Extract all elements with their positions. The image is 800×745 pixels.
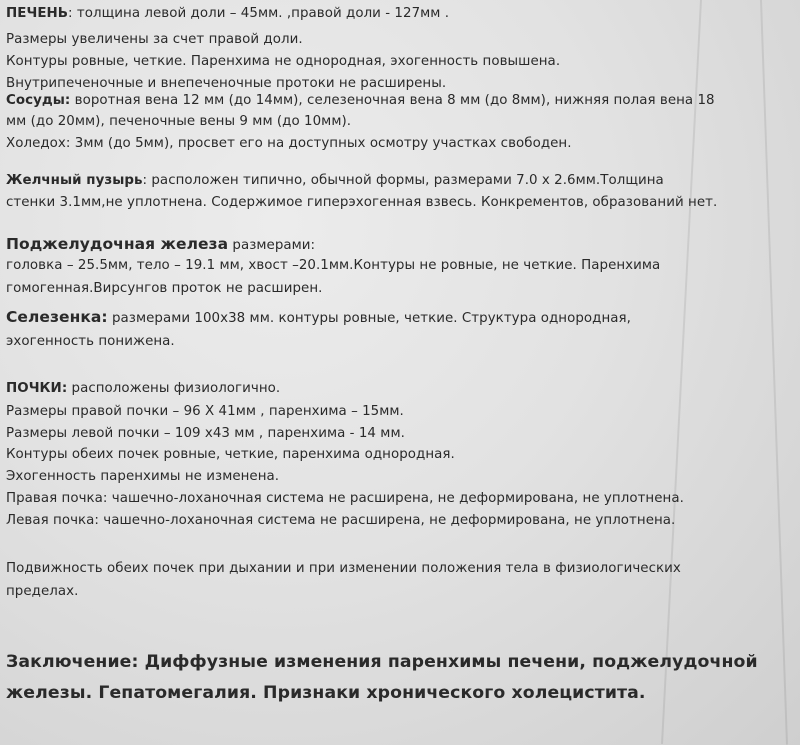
pancreas-line-2: головка – 25.5мм, тело – 19.1 мм, хвост –20.1мм.Контуры не ровные, не четкие. Паренхима (6, 258, 661, 273)
gallbladder-heading: Желчный пузырь (6, 173, 143, 188)
liver-line-2: Размеры увеличены за счет правой доли. (6, 32, 303, 47)
liver-line-3: Контуры ровные, четкие. Паренхима не однородная, эхогенность повышена. (6, 54, 561, 69)
liver-heading: ПЕЧЕНЬ (6, 6, 69, 21)
vessels-line-1 (6, 93, 715, 108)
kidneys-line-2: Размеры правой почки – 96 Х 41мм , паренхима – 15мм. (6, 404, 404, 419)
spleen-line-1 (6, 308, 631, 326)
kidneys-heading: ПОЧКИ: (6, 381, 68, 396)
vessels-line-2: мм (до 20мм), печеночные вены 9 мм (до 10мм). (6, 114, 352, 129)
pancreas-heading: Поджелудочная железа (6, 235, 229, 253)
liver-thickness-text: : толщина левой доли – 45мм. ,правой доли - 127мм . (68, 6, 450, 21)
spleen-heading: Селезенка: (6, 308, 108, 326)
kidneys-mobility-line-1: Подвижность обеих почек при дыхании и при изменении положения тела в физиологических (6, 561, 681, 576)
kidneys-line-4: Контуры обеих почек ровные, четкие, паренхима однородная. (6, 447, 455, 462)
kidneys-line-5: Эхогенность паренхимы не изменена. (6, 469, 280, 484)
conclusion-line-2: железы. Гепатомегалия. Признаки хронического холецистита. (6, 683, 646, 703)
kidneys-position-text: расположены физиологично. (67, 381, 281, 396)
paper-fold (760, 0, 788, 745)
gallbladder-line-2: стенки 3.1мм,не уплотнена. Содержимое гиперэхогенная взвесь. Конкрементов, образований нет. (6, 195, 718, 210)
gallbladder-line-1 (6, 173, 664, 188)
pancreas-size-label: размерами: (228, 238, 316, 253)
kidneys-line-3: Размеры левой почки – 109 х43 мм , паренхима - 14 мм. (6, 426, 405, 441)
liver-line-4: Внутрипеченочные и внепеченочные протоки не расширены. (6, 76, 447, 91)
paper-fold (661, 0, 702, 744)
liver-line-1 (6, 6, 449, 21)
spleen-line-2: эхогенность понижена. (6, 334, 175, 349)
kidneys-line-6: Правая почка: чашечно-лоханочная система не расширена, не деформирована, не уплотнена. (6, 491, 684, 506)
gallbladder-text: : расположен типично, обычной формы, размерами 7.0 х 2.6мм.Толщина (142, 173, 664, 188)
vessels-heading: Сосуды: (6, 93, 71, 108)
pancreas-line-1 (6, 235, 315, 253)
pancreas-line-3: гомогенная.Вирсунгов проток не расширен. (6, 281, 323, 296)
vessels-text: воротная вена 12 мм (до 14мм), селезеночная вена 8 мм (до 8мм), нижняя полая вена 18 (70, 93, 715, 108)
conclusion-line-1: Заключение: Диффузные изменения паренхимы печени, поджелудочной (6, 652, 758, 672)
spleen-text: размерами 100х38 мм. контуры ровные, четкие. Структура однородная, (107, 311, 631, 326)
kidneys-line-7: Левая почка: чашечно-лоханочная система не расширена, не деформирована, не уплотнена. (6, 513, 676, 528)
kidneys-mobility-line-2: пределах. (6, 584, 79, 599)
choledochus-line: Холедох: 3мм (до 5мм), просвет его на доступных осмотру участках свободен. (6, 136, 572, 151)
kidneys-line-1 (6, 381, 280, 396)
